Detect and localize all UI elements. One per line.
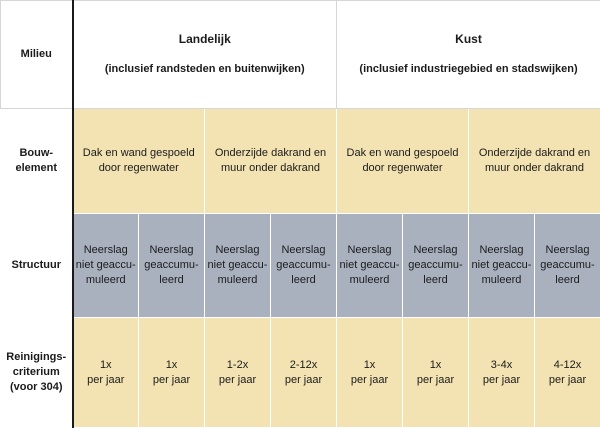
region-header-kust bbox=[337, 1, 600, 109]
header-row bbox=[1, 1, 600, 109]
row-label-structuur: Structuur bbox=[1, 214, 73, 318]
region-header-landelijk bbox=[73, 1, 337, 109]
row-label-reinigingscriterium: Reinigings- criterium (voor 304) bbox=[1, 318, 73, 428]
region-title: Landelijk bbox=[74, 32, 337, 47]
structuur-cell: Neerslag niet geaccu- muleerd bbox=[337, 214, 403, 318]
criterium-cell: 1x per jaar bbox=[403, 318, 469, 428]
structuur-row bbox=[1, 214, 600, 318]
region-subtitle: (inclusief industriegebied en stadswijken) bbox=[337, 62, 600, 77]
structuur-cell: Neerslag niet geaccu- muleerd bbox=[73, 214, 139, 318]
criterium-cell: 3-4x per jaar bbox=[469, 318, 535, 428]
bouwelement-row bbox=[1, 109, 600, 214]
structuur-cell: Neerslag geaccumu- leerd bbox=[403, 214, 469, 318]
bouwelement-cell: Onderzijde dakrand en muur onder dakrand bbox=[205, 109, 337, 214]
structuur-cell: Neerslag geaccumu- leerd bbox=[271, 214, 337, 318]
bouwelement-cell: Dak en wand gespoeld door regenwater bbox=[337, 109, 469, 214]
reinigingscriterium-row bbox=[1, 318, 600, 428]
structuur-cell: Neerslag geaccumu- leerd bbox=[139, 214, 205, 318]
criterium-cell: 1x per jaar bbox=[73, 318, 139, 428]
region-subtitle: (inclusief randsteden en buitenwijken) bbox=[74, 62, 337, 77]
criterium-cell: 2-12x per jaar bbox=[271, 318, 337, 428]
row-label-milieu: Milieu bbox=[1, 1, 73, 109]
structuur-cell: Neerslag niet geaccu- muleerd bbox=[205, 214, 271, 318]
criterium-cell: 1x per jaar bbox=[337, 318, 403, 428]
criterium-cell: 4-12x per jaar bbox=[535, 318, 600, 428]
structuur-cell: Neerslag niet geaccu- muleerd bbox=[469, 214, 535, 318]
bouwelement-cell: Dak en wand gespoeld door regenwater bbox=[73, 109, 205, 214]
criterium-cell: 1-2x per jaar bbox=[205, 318, 271, 428]
region-title: Kust bbox=[337, 32, 600, 47]
bouwelement-cell: Onderzijde dakrand en muur onder dakrand bbox=[469, 109, 600, 214]
structuur-cell: Neerslag geaccumu- leerd bbox=[535, 214, 600, 318]
criterium-cell: 1x per jaar bbox=[139, 318, 205, 428]
row-label-bouwelement: Bouw- element bbox=[1, 109, 73, 214]
